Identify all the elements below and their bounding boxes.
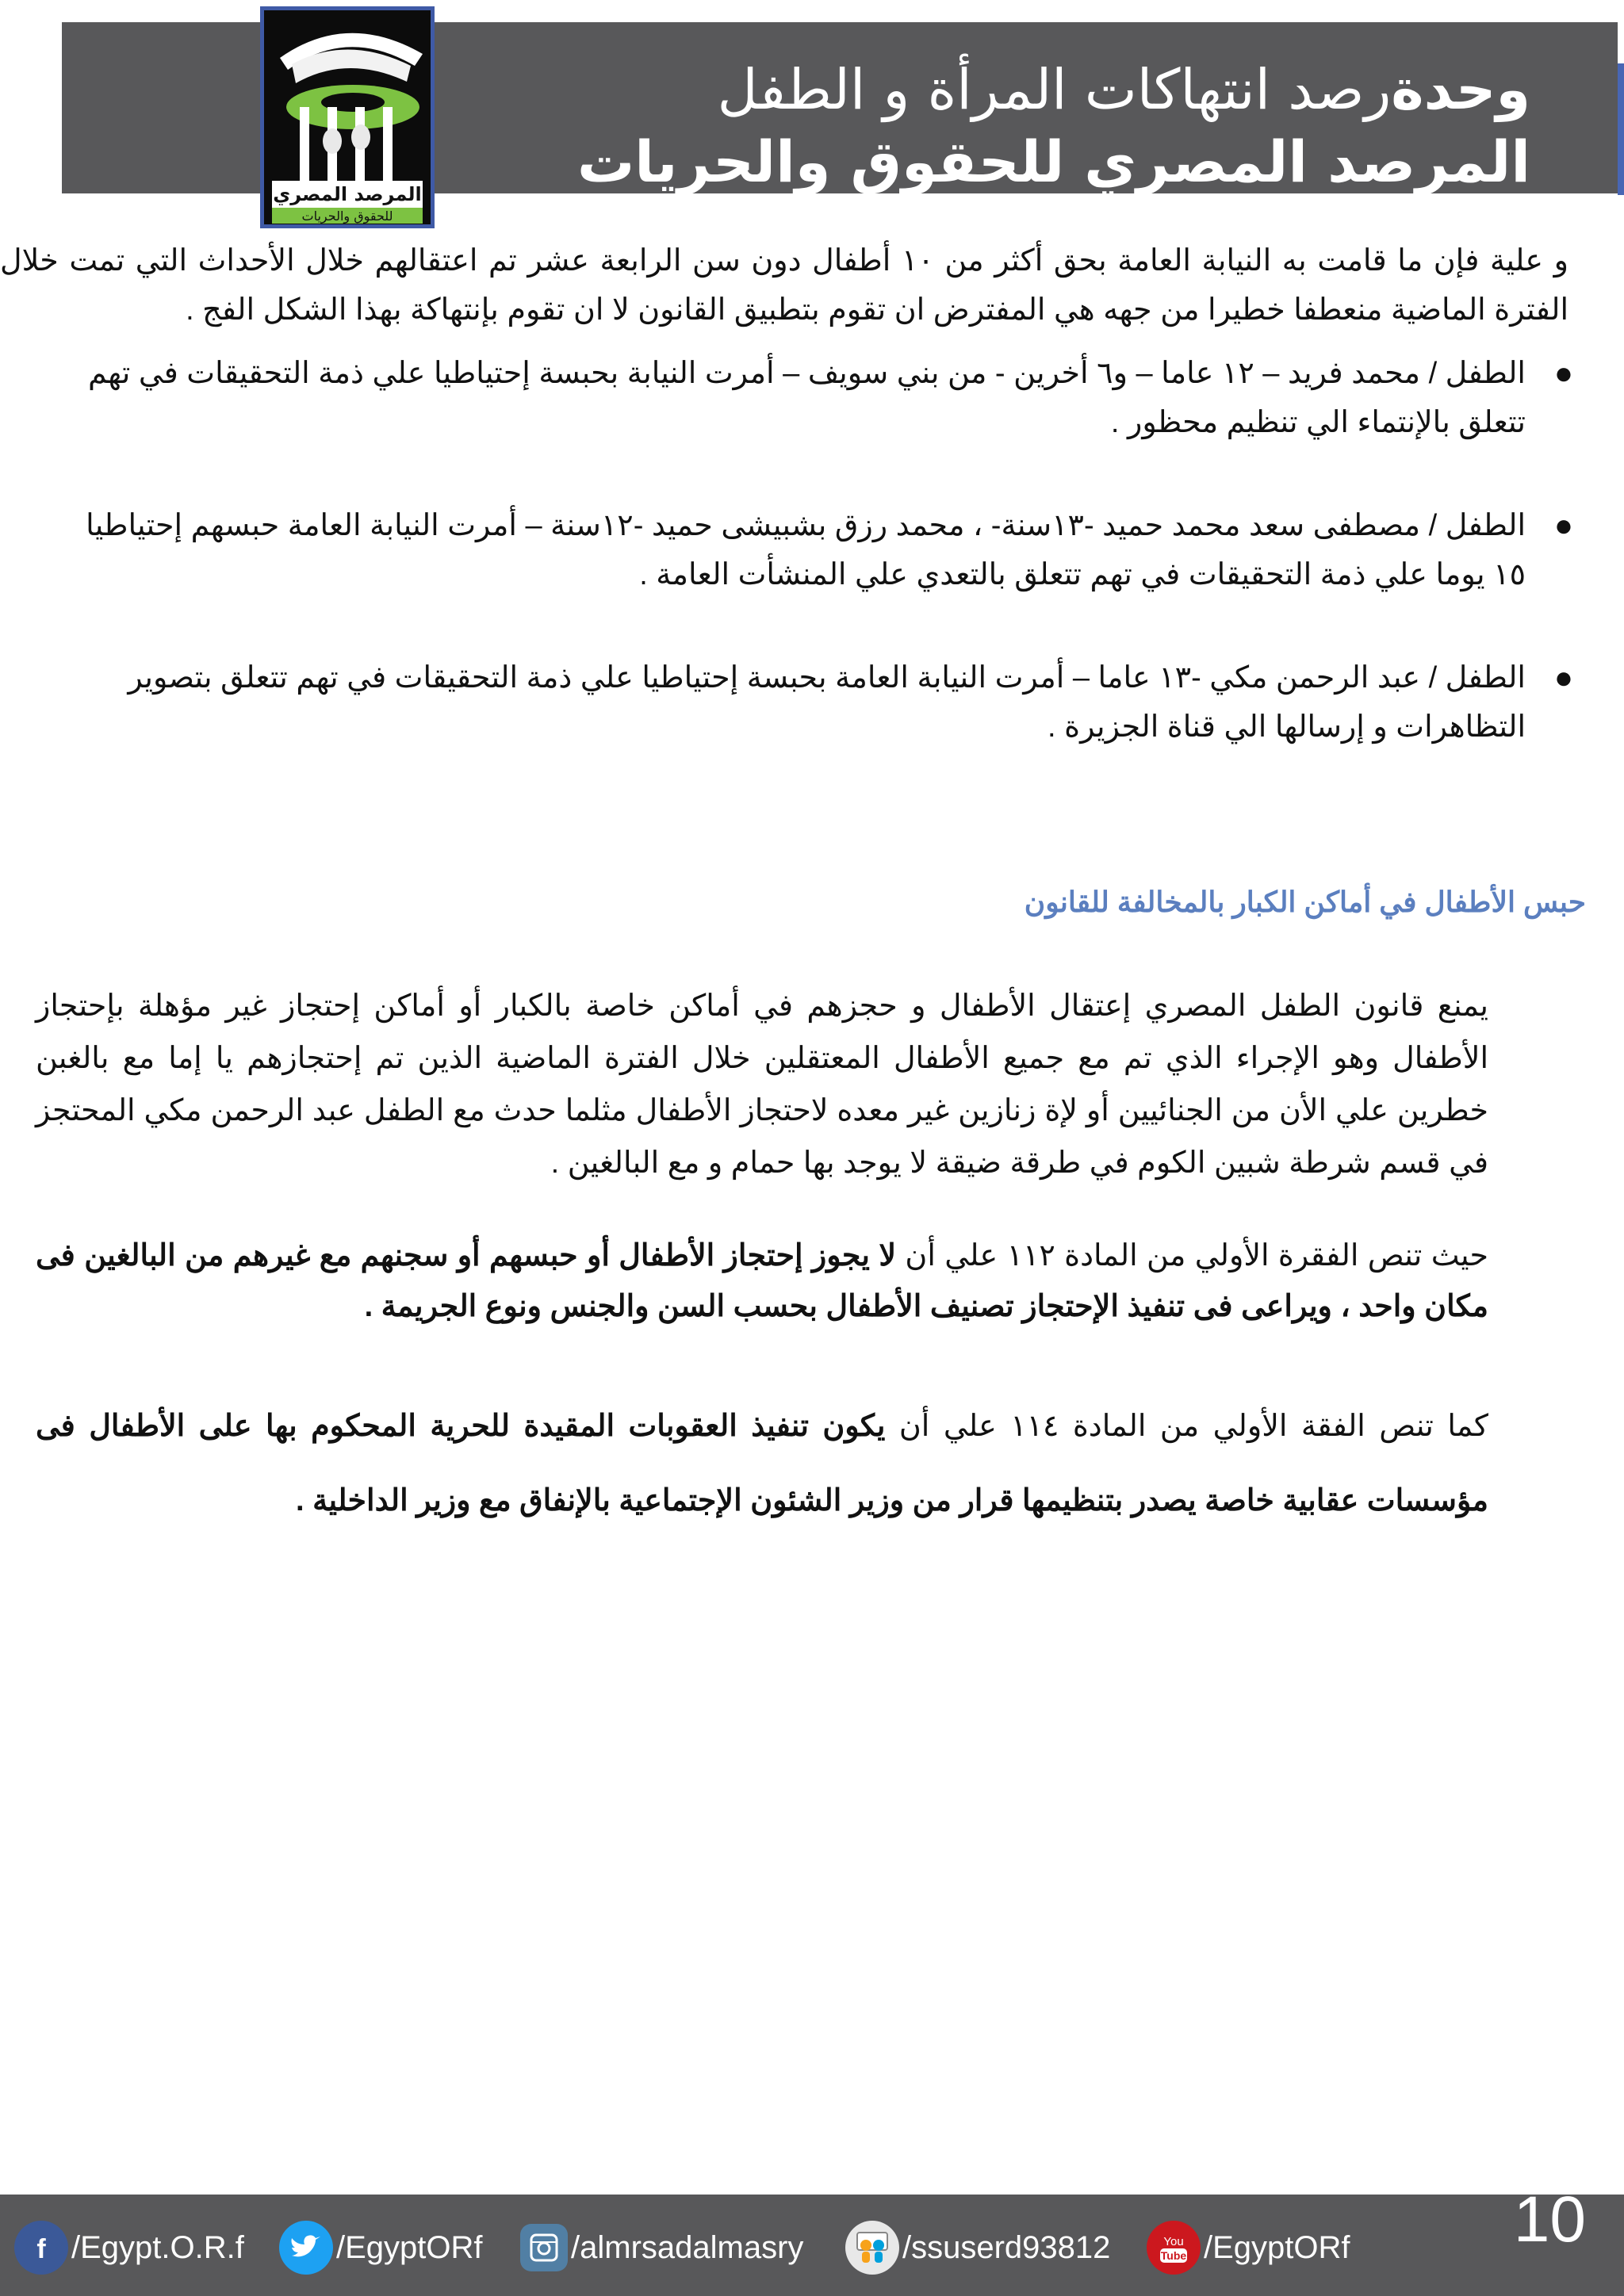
list-item: ● الطفل / عبد الرحمن مكي -١٣ عاما – أمرت النيابة العامة بحبسة إحتياطيا علي ذمة التحقيقات في تهم تتعلق بتصوير التظاهرات و إرسالها الي قناة الجزيرة .: [73, 653, 1526, 752]
logo-emblem-icon: [264, 10, 431, 224]
intro-paragraph: و علية فإن ما قامت به النيابة العامة بحق أكثر من ١٠ أطفال دون سن الرابعة عشر تم اعتقالهم خلال الأحداث التي تمت خلال الفترة الماضية منعطفا خطيرا من جهه هي المفترض ان تقوم بتطبيق القانون لا ان تقوم بإنتهاكة بهذا الشكل الفج .: [0, 244, 1568, 327]
article-112-lead: حيث تنص الفقرة الأولي من المادة ١١٢ علي أن: [896, 1239, 1488, 1272]
article-112-paragraph: [36, 1230, 1488, 1332]
slideshare-icon: [845, 2221, 899, 2275]
children-detention-paragraph: يمنع قانون الطفل المصري إعتقال الأطفال و حجزهم في أماكن خاصة بالكبار أو أماكن إحتجاز غير مؤهلة بإحتجاز الأطفال وهو الإجراء الذي تم مع جميع الأطفال المعتقلين خلال الفترة الماضية الذين تم إحتجازهم يا إما مع بالغبن خطرين علي الأن من الجنائيين أو لإة زنازين غير معده لاحتجاز الأطفال مثلما حدث مع الطفل عبد الرحمن مكي المحتجز في قسم شرطة شبين الكوم في طرقة ضيقة لا يوجد بها حمام و مع البالغين .: [36, 989, 1488, 1180]
header-org-title: المرصد المصري للحقوق والحريات: [576, 128, 1530, 195]
footer-link-twitter[interactable]: /EgyptORf: [279, 2220, 483, 2275]
footer-link-youtube[interactable]: You Tube /EgyptORf: [1147, 2220, 1350, 2275]
detained-children-list: [73, 349, 1573, 806]
svg-text:للحقوق والحريات: للحقوق والحريات: [301, 209, 393, 224]
header-unit-title: وحدةرصد انتهاكات المرأة و الطفل: [717, 57, 1530, 122]
facebook-icon: [14, 2221, 68, 2275]
bullet-icon: ●: [1553, 508, 1573, 543]
article-114-paragraph: [36, 1389, 1488, 1538]
list-item: ● الطفل / محمد فريد – ١٢ عاما – و٦ أخرين - من بني سويف – أمرت النيابة بحبسة إحتياطيا علي ذمة التحقيقات في تهم تتعلق بالإنتماء الي تنظيم محظور .: [73, 349, 1526, 447]
twitter-icon: [279, 2221, 333, 2275]
svg-text:f: f: [36, 2234, 46, 2263]
list-item: ● الطفل / مصطفى سعد محمد حميد -١٣سنة- ، محمد رزق بشبيشى حميد -١٢سنة – أمرت النيابة العامة حبسهم إحتياطيا ١٥ يوما علي ذمة التحقيقات في تهم تتعلق بالتعدي علي المنشأت العامة .: [73, 501, 1526, 599]
page-number: 10: [1513, 2183, 1586, 2256]
section-heading: حبس الأطفال في أماكن الكبار بالمخالفة للقانون: [1024, 886, 1586, 918]
article-112-quote: لا يجوز إحتجاز الأطفال أو حبسهم أو سجنهم مع غيرهم من البالغين فى مكان واحد ، ويراعى فى تنفيذ الإحتجاز تصنيف الأطفال بحسب السن والجنس ونوع الجريمة .: [36, 1239, 1488, 1323]
svg-text:المرصد المصري: المرصد المصري: [273, 183, 422, 205]
organization-logo: [260, 6, 435, 228]
article-114-quote: يكون تنفيذ العقوبات المقيدة للحرية المحكوم بها على الأطفال فى مؤسسات عقابية خاصة يصدر بتنظيمها قرار من وزير الشئون الإجتماعية بالإنفاق مع وزير الداخلية .: [36, 1410, 1488, 1517]
youtube-icon: [1147, 2221, 1201, 2275]
bullet-icon: ●: [1553, 660, 1573, 695]
header-accent-bar: [1618, 63, 1624, 195]
article-114-lead: كما تنص الفقة الأولي من المادة ١١٤ علي أن: [885, 1410, 1488, 1443]
svg-text:Tube: Tube: [1160, 2249, 1187, 2262]
instagram-icon: [520, 2224, 568, 2271]
bullet-icon: ●: [1553, 356, 1573, 391]
svg-text:You: You: [1163, 2235, 1184, 2248]
footer-link-instagram[interactable]: /almrsadalmasry: [520, 2220, 803, 2275]
footer-link-slideshare[interactable]: /ssuserd93812: [845, 2220, 1110, 2275]
footer-link-facebook[interactable]: f /Egypt.O.R.f: [14, 2220, 244, 2275]
